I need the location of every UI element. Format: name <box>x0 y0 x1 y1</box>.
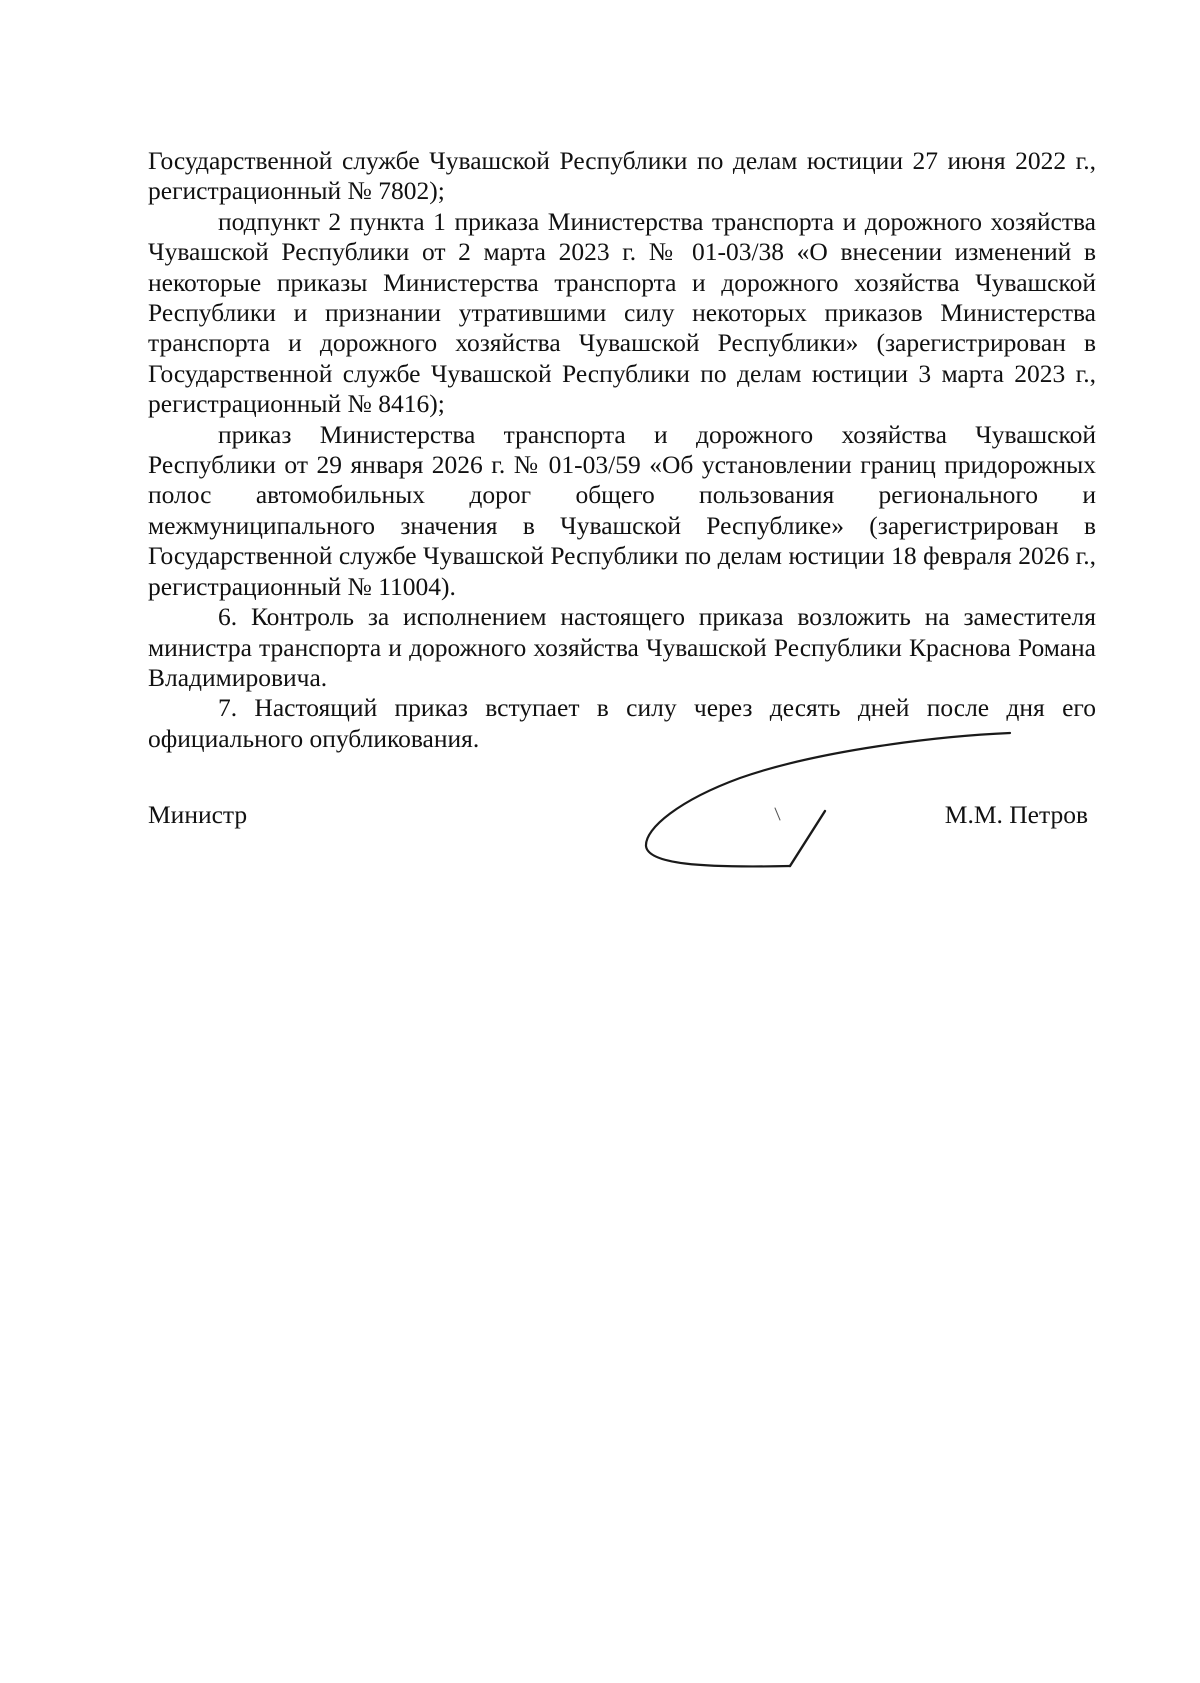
signatory-title: Министр <box>148 800 248 829</box>
paragraph-registration-tail: Государственной службе Чувашской Республики по делам юстиции 27 июня 2022 г., регистрационный № 7802); <box>148 146 1096 206</box>
signatory-name: М.М. Петров <box>944 800 1088 829</box>
paragraph-subclause-order-2023: подпункт 2 пункта 1 приказа Министерства транспорта и дорожного хозяйства Чувашской Республики от 2 марта 2023 г. № 01-03/38 «О внесении изменений в некоторые приказы Министерства транспорта и дорожного хозяйства Чувашской Республики и признании утратившими силу некоторых приказов Министерства транспорта и дорожного хозяйства Чувашской Республики» (зарегистрирован в Государственной службе Чувашской Республики по делам юстиции 3 марта 2023 г., регистрационный № 8416); <box>148 206 1096 419</box>
signature-block <box>148 800 1096 840</box>
paragraph-clause-7-effective: 7. Настоящий приказ вступает в силу через десять дней после дня его официального опубликования. <box>148 693 1096 753</box>
paragraph-clause-6-control: 6. Контроль за исполнением настоящего приказа возложить на заместителя министра транспорта и дорожного хозяйства Чувашской Республики Краснова Романа Владимировича. <box>148 602 1096 692</box>
paragraph-order-2026: приказ Министерства транспорта и дорожного хозяйства Чувашской Республики от 29 января 2026 г. № 01-03/59 «Об установлении границ придорожных полос автомобильных дорог общего пользования регионального и межмуниципального значения в Чувашской Республике» (зарегистрирован в Государственной службе Чувашской Республики по делам юстиции 18 февраля 2026 г., регистрационный № 11004). <box>148 419 1096 601</box>
document-body <box>148 146 1096 754</box>
